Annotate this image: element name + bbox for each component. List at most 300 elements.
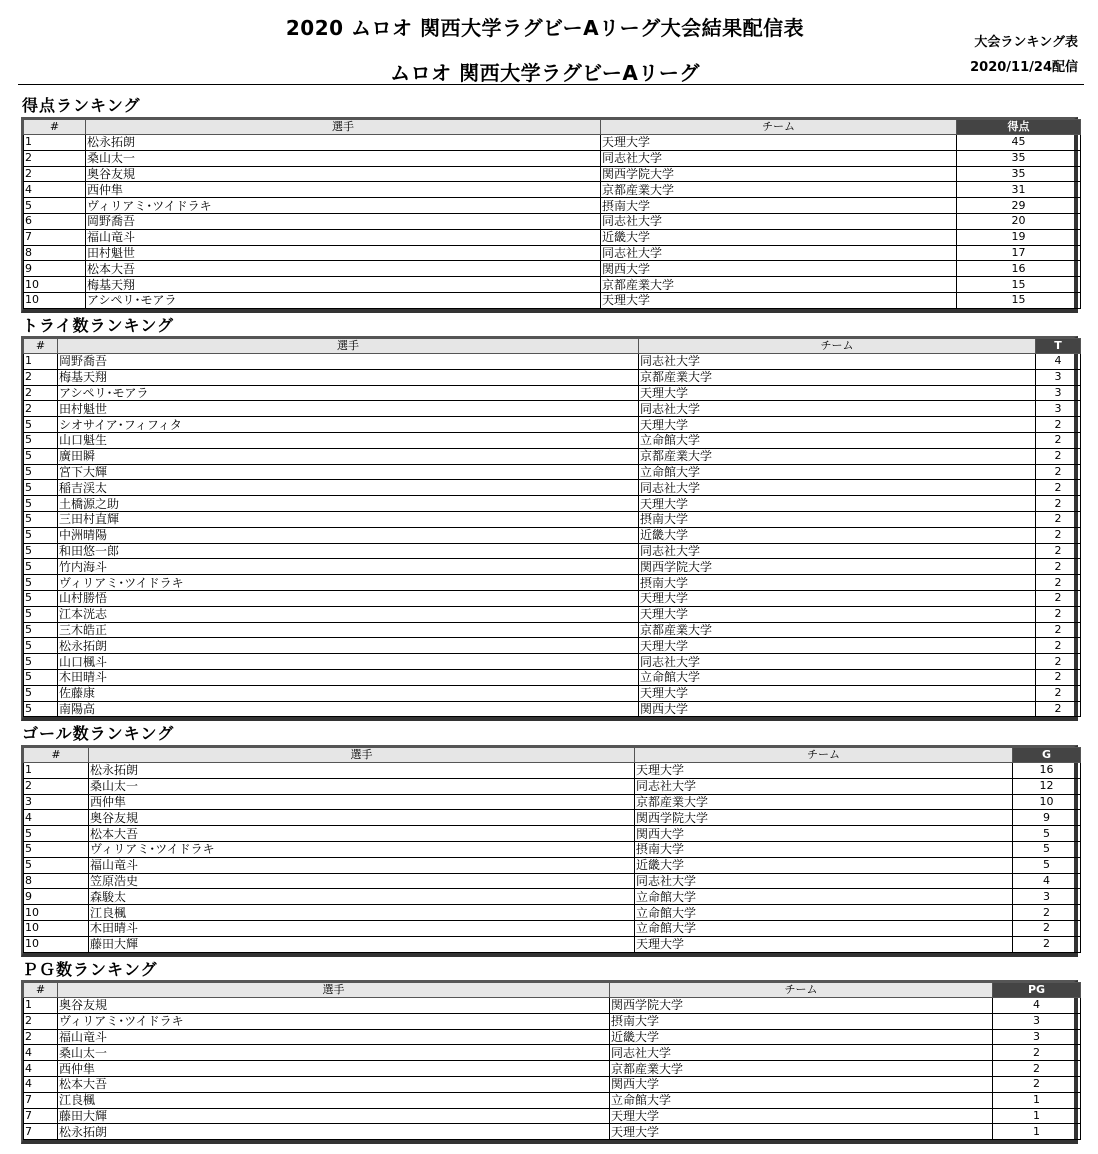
player-header: 選手 bbox=[58, 983, 610, 998]
rank-cell: 5 bbox=[24, 559, 58, 575]
table-row bbox=[24, 701, 1081, 717]
table-row bbox=[24, 590, 1081, 606]
stat-cell: 1 bbox=[993, 1124, 1081, 1140]
team-cell: 同志社大学 bbox=[639, 401, 1036, 417]
rank-cell: 7 bbox=[24, 1124, 58, 1140]
player-cell: 福山竜斗 bbox=[89, 857, 635, 873]
goals-ranking-table bbox=[21, 745, 1078, 957]
table-row bbox=[24, 575, 1081, 591]
player-cell: 江良楓 bbox=[89, 905, 635, 921]
table-row bbox=[24, 1029, 1081, 1045]
player-cell: 木田晴斗 bbox=[58, 669, 639, 685]
stat-cell: 1 bbox=[993, 1092, 1081, 1108]
stat-cell: 9 bbox=[1013, 810, 1081, 826]
player-cell: 福山竜斗 bbox=[58, 1029, 610, 1045]
stat-cell: 2 bbox=[1036, 432, 1081, 448]
table-row bbox=[24, 448, 1081, 464]
stat-cell: 29 bbox=[957, 198, 1081, 214]
stat-cell: 45 bbox=[957, 135, 1081, 151]
rank-cell: 2 bbox=[24, 369, 58, 385]
team-cell: 同志社大学 bbox=[601, 150, 957, 166]
rank-cell: 2 bbox=[24, 166, 86, 182]
player-cell: 藤田大輝 bbox=[89, 936, 635, 952]
player-cell: 梅基天翔 bbox=[86, 277, 601, 293]
player-cell: 桑山太一 bbox=[86, 150, 601, 166]
team-header: チーム bbox=[610, 983, 993, 998]
player-cell: 松永拓朗 bbox=[86, 135, 601, 151]
rank-cell: 2 bbox=[24, 778, 89, 794]
player-cell: 奥谷友規 bbox=[58, 998, 610, 1014]
stat-cell: 2 bbox=[1036, 496, 1081, 512]
tries-ranking-table bbox=[21, 336, 1078, 721]
player-cell: 松本大吾 bbox=[58, 1076, 610, 1092]
rank-cell: 1 bbox=[24, 135, 86, 151]
stat-cell: 16 bbox=[1013, 763, 1081, 779]
team-cell: 摂南大学 bbox=[639, 575, 1036, 591]
goals-ranking-title: ゴール数ランキング bbox=[22, 724, 175, 743]
table-row bbox=[24, 543, 1081, 559]
rank-header: # bbox=[24, 120, 86, 135]
rank-cell: 5 bbox=[24, 543, 58, 559]
rank-cell: 5 bbox=[24, 198, 86, 214]
team-cell: 立命館大学 bbox=[635, 905, 1013, 921]
table-row bbox=[24, 998, 1081, 1014]
player-cell: 西仲隼 bbox=[89, 794, 635, 810]
rank-cell: 8 bbox=[24, 873, 89, 889]
table-row bbox=[24, 385, 1081, 401]
table-row bbox=[24, 1076, 1081, 1092]
rank-cell: 5 bbox=[24, 654, 58, 670]
player-cell: ヴィリアミ･ツイドラキ bbox=[58, 575, 639, 591]
team-cell: 近畿大学 bbox=[601, 229, 957, 245]
distribution-date: 2020/11/24配信 bbox=[970, 60, 1078, 75]
header-divider bbox=[18, 84, 1084, 85]
team-cell: 同志社大学 bbox=[639, 543, 1036, 559]
team-cell: 同志社大学 bbox=[601, 213, 957, 229]
table-row bbox=[24, 354, 1081, 370]
document-title: 2020 ムロオ 関西大学ラグビーAリーグ大会結果配信表 bbox=[285, 16, 805, 40]
team-cell: 立命館大学 bbox=[639, 464, 1036, 480]
team-cell: 関西大学 bbox=[635, 826, 1013, 842]
table-row bbox=[24, 213, 1081, 229]
team-cell: 近畿大学 bbox=[635, 857, 1013, 873]
player-cell: 福山竜斗 bbox=[86, 229, 601, 245]
table-row bbox=[24, 1124, 1081, 1140]
table-row bbox=[24, 685, 1081, 701]
table-row bbox=[24, 669, 1081, 685]
stat-cell: 4 bbox=[1013, 873, 1081, 889]
rank-cell: 5 bbox=[24, 669, 58, 685]
team-cell: 関西学院大学 bbox=[610, 998, 993, 1014]
rank-cell: 5 bbox=[24, 448, 58, 464]
table-row bbox=[24, 559, 1081, 575]
player-cell: ヴィリアミ･ツイドラキ bbox=[58, 1013, 610, 1029]
stat-cell: 15 bbox=[957, 277, 1081, 293]
table-header-row bbox=[24, 748, 1081, 763]
team-cell: 関西大学 bbox=[610, 1076, 993, 1092]
team-cell: 京都産業大学 bbox=[610, 1061, 993, 1077]
league-subtitle: ムロオ 関西大学ラグビーAリーグ bbox=[390, 61, 700, 85]
player-cell: 桑山太一 bbox=[89, 778, 635, 794]
rank-cell: 4 bbox=[24, 810, 89, 826]
table-row bbox=[24, 150, 1081, 166]
team-cell: 立命館大学 bbox=[635, 889, 1013, 905]
player-cell: 稲吉渓太 bbox=[58, 480, 639, 496]
stat-cell: 2 bbox=[1036, 654, 1081, 670]
rank-cell: 5 bbox=[24, 841, 89, 857]
player-cell: 竹内海斗 bbox=[58, 559, 639, 575]
team-cell: 京都産業大学 bbox=[635, 794, 1013, 810]
player-cell: 中洲晴陽 bbox=[58, 527, 639, 543]
player-cell: 佐藤康 bbox=[58, 685, 639, 701]
stat-cell: 17 bbox=[957, 245, 1081, 261]
table-header-row bbox=[24, 983, 1081, 998]
stat-cell: 35 bbox=[957, 166, 1081, 182]
player-cell: 梅基天翔 bbox=[58, 369, 639, 385]
team-cell: 天理大学 bbox=[601, 135, 957, 151]
table-row bbox=[24, 873, 1081, 889]
player-cell: 岡野喬吾 bbox=[58, 354, 639, 370]
rank-cell: 10 bbox=[24, 292, 86, 308]
player-cell: 桑山太一 bbox=[58, 1045, 610, 1061]
rank-cell: 2 bbox=[24, 401, 58, 417]
player-cell: 廣田瞬 bbox=[58, 448, 639, 464]
player-cell: 森駿太 bbox=[89, 889, 635, 905]
team-cell: 京都産業大学 bbox=[639, 369, 1036, 385]
team-cell: 天理大学 bbox=[639, 606, 1036, 622]
team-cell: 立命館大学 bbox=[639, 432, 1036, 448]
stat-cell: 3 bbox=[1036, 369, 1081, 385]
points-ranking-title: 得点ランキング bbox=[22, 96, 141, 115]
table-row bbox=[24, 889, 1081, 905]
table-row bbox=[24, 401, 1081, 417]
team-cell: 京都産業大学 bbox=[601, 277, 957, 293]
team-cell: 京都産業大学 bbox=[601, 182, 957, 198]
table-row bbox=[24, 261, 1081, 277]
player-cell: 松本大吾 bbox=[89, 826, 635, 842]
rank-cell: 5 bbox=[24, 622, 58, 638]
player-cell: 松永拓朗 bbox=[89, 763, 635, 779]
rank-cell: 4 bbox=[24, 1061, 58, 1077]
table-row bbox=[24, 245, 1081, 261]
team-header: チーム bbox=[601, 120, 957, 135]
stat-cell: 31 bbox=[957, 182, 1081, 198]
player-cell: アシペリ･モアラ bbox=[86, 292, 601, 308]
stat-cell: 20 bbox=[957, 213, 1081, 229]
team-cell: 関西大学 bbox=[639, 701, 1036, 717]
player-cell: 松本大吾 bbox=[86, 261, 601, 277]
player-cell: 木田晴斗 bbox=[89, 920, 635, 936]
player-cell: 奥谷友規 bbox=[86, 166, 601, 182]
player-header: 選手 bbox=[89, 748, 635, 763]
stat-cell: 3 bbox=[1036, 401, 1081, 417]
rank-cell: 4 bbox=[24, 1045, 58, 1061]
rank-cell: 8 bbox=[24, 245, 86, 261]
team-cell: 天理大学 bbox=[639, 496, 1036, 512]
table-row bbox=[24, 763, 1081, 779]
stat-cell: 15 bbox=[957, 292, 1081, 308]
team-cell: 天理大学 bbox=[610, 1108, 993, 1124]
table-row bbox=[24, 1092, 1081, 1108]
table-row bbox=[24, 810, 1081, 826]
table-header-row bbox=[24, 120, 1081, 135]
stat-cell: 2 bbox=[1013, 905, 1081, 921]
rank-cell: 10 bbox=[24, 277, 86, 293]
stat-cell: 2 bbox=[993, 1076, 1081, 1092]
rank-header: # bbox=[24, 748, 89, 763]
rank-cell: 7 bbox=[24, 229, 86, 245]
rank-cell: 5 bbox=[24, 638, 58, 654]
table-row bbox=[24, 1108, 1081, 1124]
stat-cell: 5 bbox=[1013, 841, 1081, 857]
stat-cell: 2 bbox=[993, 1061, 1081, 1077]
table-row bbox=[24, 369, 1081, 385]
team-cell: 立命館大学 bbox=[610, 1092, 993, 1108]
stat-header: PG bbox=[993, 983, 1081, 998]
stat-header: 得点 bbox=[957, 120, 1081, 135]
penalty-goals-ranking-title: ＰＧ数ランキング bbox=[22, 960, 158, 979]
team-cell: 天理大学 bbox=[601, 292, 957, 308]
table-row bbox=[24, 480, 1081, 496]
table-row bbox=[24, 1061, 1081, 1077]
table-row bbox=[24, 654, 1081, 670]
stat-cell: 3 bbox=[993, 1029, 1081, 1045]
player-cell: 山村勝悟 bbox=[58, 590, 639, 606]
player-cell: 岡野喬吾 bbox=[86, 213, 601, 229]
player-cell: ヴィリアミ･ツイドラキ bbox=[86, 198, 601, 214]
team-cell: 近畿大学 bbox=[610, 1029, 993, 1045]
stat-cell: 16 bbox=[957, 261, 1081, 277]
table-row bbox=[24, 229, 1081, 245]
table-row bbox=[24, 622, 1081, 638]
stat-cell: 2 bbox=[1036, 527, 1081, 543]
team-cell: 同志社大学 bbox=[610, 1045, 993, 1061]
rank-cell: 5 bbox=[24, 826, 89, 842]
rank-cell: 5 bbox=[24, 527, 58, 543]
table-row bbox=[24, 417, 1081, 433]
stat-cell: 2 bbox=[1013, 936, 1081, 952]
stat-cell: 2 bbox=[1036, 622, 1081, 638]
rank-cell: 5 bbox=[24, 701, 58, 717]
table-row bbox=[24, 778, 1081, 794]
rank-cell: 5 bbox=[24, 480, 58, 496]
player-cell: 松永拓朗 bbox=[58, 638, 639, 654]
team-cell: 関西学院大学 bbox=[639, 559, 1036, 575]
player-cell: 笠原浩史 bbox=[89, 873, 635, 889]
team-header: チーム bbox=[639, 339, 1036, 354]
stat-cell: 2 bbox=[1036, 606, 1081, 622]
player-header: 選手 bbox=[58, 339, 639, 354]
rank-cell: 1 bbox=[24, 998, 58, 1014]
team-cell: 天理大学 bbox=[635, 763, 1013, 779]
stat-cell: 2 bbox=[993, 1045, 1081, 1061]
team-cell: 立命館大学 bbox=[635, 920, 1013, 936]
rank-cell: 5 bbox=[24, 511, 58, 527]
stat-header: G bbox=[1013, 748, 1081, 763]
team-cell: 同志社大学 bbox=[635, 778, 1013, 794]
rank-cell: 1 bbox=[24, 763, 89, 779]
table-header-row bbox=[24, 339, 1081, 354]
team-cell: 天理大学 bbox=[639, 385, 1036, 401]
stat-cell: 2 bbox=[1036, 480, 1081, 496]
stat-cell: 2 bbox=[1036, 685, 1081, 701]
player-cell: 藤田大輝 bbox=[58, 1108, 610, 1124]
stat-cell: 2 bbox=[1036, 638, 1081, 654]
rank-cell: 2 bbox=[24, 1029, 58, 1045]
table-row bbox=[24, 920, 1081, 936]
table-row bbox=[24, 841, 1081, 857]
team-cell: 立命館大学 bbox=[639, 669, 1036, 685]
player-cell: シオサイア･フィフィタ bbox=[58, 417, 639, 433]
stat-cell: 5 bbox=[1013, 826, 1081, 842]
player-cell: 山口楓斗 bbox=[58, 654, 639, 670]
penalty-goals-ranking-table bbox=[21, 980, 1078, 1144]
team-cell: 天理大学 bbox=[610, 1124, 993, 1140]
team-cell: 天理大学 bbox=[639, 685, 1036, 701]
stat-cell: 2 bbox=[1036, 511, 1081, 527]
rank-cell: 9 bbox=[24, 889, 89, 905]
player-cell: 西仲隼 bbox=[86, 182, 601, 198]
stat-cell: 2 bbox=[1036, 448, 1081, 464]
table-row bbox=[24, 432, 1081, 448]
team-cell: 同志社大学 bbox=[639, 480, 1036, 496]
table-row bbox=[24, 135, 1081, 151]
player-cell: 南陽高 bbox=[58, 701, 639, 717]
team-cell: 同志社大学 bbox=[639, 654, 1036, 670]
rank-cell: 2 bbox=[24, 385, 58, 401]
player-cell: 奥谷友規 bbox=[89, 810, 635, 826]
stat-cell: 2 bbox=[1036, 590, 1081, 606]
rank-cell: 5 bbox=[24, 464, 58, 480]
stat-cell: 4 bbox=[993, 998, 1081, 1014]
stat-cell: 5 bbox=[1013, 857, 1081, 873]
table-row bbox=[24, 527, 1081, 543]
rank-cell: 7 bbox=[24, 1092, 58, 1108]
team-cell: 天理大学 bbox=[639, 590, 1036, 606]
table-row bbox=[24, 606, 1081, 622]
team-cell: 京都産業大学 bbox=[639, 622, 1036, 638]
player-header: 選手 bbox=[86, 120, 601, 135]
team-cell: 天理大学 bbox=[639, 638, 1036, 654]
rank-cell: 3 bbox=[24, 794, 89, 810]
team-cell: 摂南大学 bbox=[610, 1013, 993, 1029]
stat-cell: 2 bbox=[1036, 701, 1081, 717]
player-cell: 三田村直輝 bbox=[58, 511, 639, 527]
rank-header: # bbox=[24, 339, 58, 354]
player-cell: 江良楓 bbox=[58, 1092, 610, 1108]
stat-cell: 3 bbox=[1013, 889, 1081, 905]
stat-cell: 35 bbox=[957, 150, 1081, 166]
player-cell: ヴィリアミ･ツイドラキ bbox=[89, 841, 635, 857]
team-cell: 関西学院大学 bbox=[635, 810, 1013, 826]
table-row bbox=[24, 166, 1081, 182]
player-cell: 宮下大輝 bbox=[58, 464, 639, 480]
stat-cell: 10 bbox=[1013, 794, 1081, 810]
rank-cell: 5 bbox=[24, 857, 89, 873]
rank-cell: 10 bbox=[24, 936, 89, 952]
team-cell: 京都産業大学 bbox=[639, 448, 1036, 464]
table-row bbox=[24, 464, 1081, 480]
team-cell: 摂南大学 bbox=[601, 198, 957, 214]
stat-cell: 2 bbox=[1036, 669, 1081, 685]
rank-cell: 2 bbox=[24, 1013, 58, 1029]
team-header: チーム bbox=[635, 748, 1013, 763]
rank-cell: 5 bbox=[24, 417, 58, 433]
table-row bbox=[24, 277, 1081, 293]
team-cell: 近畿大学 bbox=[639, 527, 1036, 543]
table-row bbox=[24, 936, 1081, 952]
tries-ranking-title: トライ数ランキング bbox=[22, 316, 175, 335]
table-row bbox=[24, 826, 1081, 842]
table-row bbox=[24, 496, 1081, 512]
stat-header: T bbox=[1036, 339, 1081, 354]
rank-cell: 7 bbox=[24, 1108, 58, 1124]
rank-cell: 9 bbox=[24, 261, 86, 277]
player-cell: 江本洸志 bbox=[58, 606, 639, 622]
rank-cell: 5 bbox=[24, 606, 58, 622]
rank-cell: 5 bbox=[24, 575, 58, 591]
table-row bbox=[24, 1045, 1081, 1061]
table-row bbox=[24, 905, 1081, 921]
rank-cell: 5 bbox=[24, 685, 58, 701]
rank-cell: 5 bbox=[24, 432, 58, 448]
team-cell: 同志社大学 bbox=[601, 245, 957, 261]
player-cell: 三木皓正 bbox=[58, 622, 639, 638]
stat-cell: 12 bbox=[1013, 778, 1081, 794]
stat-cell: 3 bbox=[993, 1013, 1081, 1029]
player-cell: アシペリ･モアラ bbox=[58, 385, 639, 401]
team-cell: 摂南大学 bbox=[639, 511, 1036, 527]
table-row bbox=[24, 292, 1081, 308]
stat-cell: 2 bbox=[1013, 920, 1081, 936]
player-cell: 山口魁生 bbox=[58, 432, 639, 448]
player-cell: 田村魁世 bbox=[86, 245, 601, 261]
rank-cell: 6 bbox=[24, 213, 86, 229]
rank-cell: 2 bbox=[24, 150, 86, 166]
rank-cell: 10 bbox=[24, 905, 89, 921]
table-row bbox=[24, 857, 1081, 873]
stat-cell: 4 bbox=[1036, 354, 1081, 370]
team-cell: 天理大学 bbox=[635, 936, 1013, 952]
table-row bbox=[24, 1013, 1081, 1029]
rank-cell: 5 bbox=[24, 590, 58, 606]
team-cell: 関西大学 bbox=[601, 261, 957, 277]
stat-cell: 2 bbox=[1036, 543, 1081, 559]
rank-cell: 4 bbox=[24, 1076, 58, 1092]
stat-cell: 3 bbox=[1036, 385, 1081, 401]
table-row bbox=[24, 182, 1081, 198]
team-cell: 同志社大学 bbox=[639, 354, 1036, 370]
table-row bbox=[24, 638, 1081, 654]
stat-cell: 2 bbox=[1036, 559, 1081, 575]
stat-cell: 2 bbox=[1036, 417, 1081, 433]
stat-cell: 2 bbox=[1036, 575, 1081, 591]
rank-cell: 10 bbox=[24, 920, 89, 936]
document-type-label: 大会ランキング表 bbox=[974, 35, 1078, 50]
player-cell: 田村魁世 bbox=[58, 401, 639, 417]
player-cell: 和田悠一郎 bbox=[58, 543, 639, 559]
table-row bbox=[24, 198, 1081, 214]
rank-header: # bbox=[24, 983, 58, 998]
rank-cell: 4 bbox=[24, 182, 86, 198]
stat-cell: 19 bbox=[957, 229, 1081, 245]
points-ranking-table bbox=[21, 117, 1078, 313]
team-cell: 関西学院大学 bbox=[601, 166, 957, 182]
player-cell: 土橋源之助 bbox=[58, 496, 639, 512]
stat-cell: 1 bbox=[993, 1108, 1081, 1124]
rank-cell: 1 bbox=[24, 354, 58, 370]
stat-cell: 2 bbox=[1036, 464, 1081, 480]
